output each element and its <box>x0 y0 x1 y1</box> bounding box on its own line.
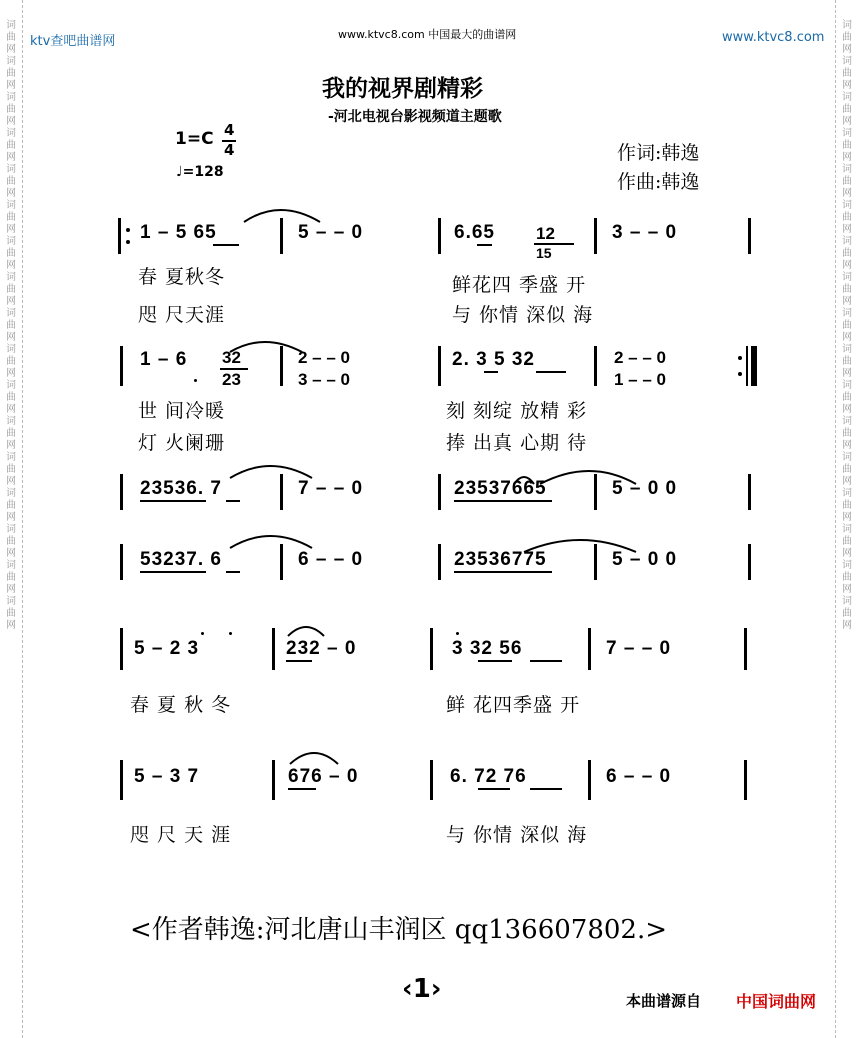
repeat-start-bar <box>118 218 121 254</box>
time-signature-top: 4 <box>224 121 235 139</box>
barline <box>120 760 123 800</box>
source-site: 中国词曲网 <box>736 992 817 1011</box>
measure-notes: 676 – 0 <box>288 766 359 787</box>
lyricist-credit: 作词:韩逸 <box>617 142 700 164</box>
barline <box>744 760 747 800</box>
measure-notes-lower: 15 <box>536 245 552 261</box>
beam-underline <box>477 244 492 246</box>
barline <box>120 474 123 510</box>
measure-notes: 6 – – 0 <box>298 549 364 570</box>
barline <box>120 628 123 670</box>
beam-underline <box>530 788 562 790</box>
measure-notes: 3 32 56 <box>452 638 523 659</box>
beam-underline <box>478 788 510 790</box>
barline <box>272 628 275 670</box>
beam-underline <box>140 571 206 573</box>
measure-notes-lower: 1 – – 0 <box>614 370 666 389</box>
barline <box>594 544 597 580</box>
measure-notes: 5 – 0 0 <box>612 549 678 570</box>
lyric-line: 捧 出真 心期 待 <box>446 432 588 454</box>
slur-mark <box>226 336 306 356</box>
measure-notes-upper: 2 – – 0 <box>298 348 350 367</box>
header-center-site: www.ktvc8.com 中国最大的曲谱网 <box>338 28 517 41</box>
barline <box>438 218 441 254</box>
lyric-line: 与 你情 深似 海 <box>446 824 588 846</box>
barline <box>588 760 591 800</box>
slur-mark <box>226 530 316 552</box>
barline <box>748 474 751 510</box>
slur-mark <box>226 460 316 482</box>
barline <box>438 544 441 580</box>
beam-underline <box>530 660 562 662</box>
beam-underline <box>226 571 240 573</box>
measure-notes-upper: 12 <box>536 224 555 243</box>
beam-underline <box>454 500 552 502</box>
beam-underline <box>140 500 206 502</box>
measure-notes: 23537665 <box>454 478 547 499</box>
header-right-site: www.ktvc8.com <box>722 30 825 45</box>
lyric-line: 刻 刻绽 放精 彩 <box>446 400 588 422</box>
repeat-dot <box>126 228 130 232</box>
beam-underline <box>484 371 498 373</box>
left-margin-strip <box>0 0 23 1038</box>
barline <box>438 346 441 386</box>
lyric-line: 鲜花四 季盛 开 <box>452 274 587 296</box>
repeat-dot <box>738 356 742 360</box>
low-octave-dot <box>194 379 197 382</box>
barline <box>438 474 441 510</box>
measure-notes-upper: 32 <box>222 348 241 367</box>
measure-notes: 5 – – 0 <box>298 222 364 243</box>
lyric-line: 世 间冷暖 <box>138 400 226 422</box>
song-title: 我的视界剧精彩 <box>322 76 483 102</box>
barline <box>588 628 591 670</box>
time-signature-bottom: 4 <box>224 141 235 159</box>
barline <box>744 628 747 670</box>
measure-notes: 5 – 0 0 <box>612 478 678 499</box>
repeat-dot <box>738 372 742 376</box>
high-octave-dot <box>456 632 459 635</box>
slur-mark <box>284 620 328 640</box>
measure-notes: 5 – 3 7 <box>134 766 200 787</box>
barline <box>748 218 751 254</box>
measure-notes-upper: 2 – – 0 <box>614 348 666 367</box>
repeat-end-thin-bar <box>746 346 748 386</box>
barline <box>120 346 123 386</box>
tempo-mark: ♩=128 <box>176 164 224 180</box>
measure-notes: 6. 72 76 <box>450 766 527 787</box>
lyric-line: 鲜 花四季盛 开 <box>446 694 581 716</box>
measure-notes: 6.65 <box>454 222 495 243</box>
measure-notes: 7 – – 0 <box>298 478 364 499</box>
measure-notes: 53237. 6 <box>140 549 222 570</box>
beam-underline <box>288 788 316 790</box>
barline <box>594 218 597 254</box>
barline <box>594 474 597 510</box>
beam-underline <box>213 244 239 246</box>
author-note: <作者韩逸:河北唐山丰润区 qq136607802.> <box>130 915 668 945</box>
lyric-line: 与 你情 深似 海 <box>452 304 594 326</box>
repeat-dot <box>126 240 130 244</box>
barline <box>430 760 433 800</box>
measure-notes: 3 – – 0 <box>612 222 678 243</box>
right-margin-watermark: 词曲网词曲网词曲网词曲网词曲网词曲网词曲网词曲网词曲网词曲网词曲网词曲网词曲网词曲网词曲网词曲网词曲网 <box>842 20 852 631</box>
barline <box>594 346 597 386</box>
measure-notes-lower: 23 <box>222 370 241 389</box>
beam-underline <box>536 371 566 373</box>
beam-underline <box>478 660 512 662</box>
barline <box>272 760 275 800</box>
page-number: ‹1› <box>402 974 442 1004</box>
key-signature: 1=C <box>175 129 214 149</box>
high-octave-dot <box>201 632 204 635</box>
beam-underline <box>454 571 552 573</box>
lyric-line: 咫 尺 天 涯 <box>130 824 232 846</box>
measure-notes: 2. 3 5 32 <box>452 349 535 370</box>
lyric-line: 春 夏秋冬 <box>138 266 226 288</box>
measure-notes: 23536. 7 <box>140 478 222 499</box>
header-left-site: ktv查吧曲谱网 <box>30 34 116 49</box>
composer-credit: 作曲:韩逸 <box>617 171 700 193</box>
lyric-line: 咫 尺天涯 <box>138 304 226 326</box>
barline <box>120 544 123 580</box>
measure-notes-lower: 3 – – 0 <box>298 370 350 389</box>
barline <box>748 544 751 580</box>
measure-notes: 23536775 <box>454 549 547 570</box>
repeat-end-thick-bar <box>751 346 757 386</box>
measure-notes: 6 – – 0 <box>606 766 672 787</box>
high-octave-dot <box>229 632 232 635</box>
slur-mark <box>286 746 342 768</box>
left-margin-watermark: 词曲网词曲网词曲网词曲网词曲网词曲网词曲网词曲网词曲网词曲网词曲网词曲网词曲网词曲网词曲网词曲网词曲网 <box>6 20 16 631</box>
beam-underline <box>286 660 312 662</box>
lyric-line: 春 夏 秋 冬 <box>130 694 232 716</box>
source-label: 本曲谱源自 <box>626 992 702 1010</box>
song-subtitle: -河北电视台影视频道主题歌 <box>328 109 502 125</box>
measure-notes: 5 – 2 3 <box>134 638 200 659</box>
measure-notes: 232 – 0 <box>286 638 357 659</box>
beam-underline <box>226 500 240 502</box>
measure-notes: 7 – – 0 <box>606 638 672 659</box>
right-margin-strip <box>835 0 858 1038</box>
measure-notes: 1 – 6 <box>140 349 188 370</box>
barline <box>430 628 433 670</box>
lyric-line: 灯 火阑珊 <box>138 432 226 454</box>
slur-mark <box>240 204 324 226</box>
measure-notes: 1 – 5 65 <box>140 222 217 243</box>
